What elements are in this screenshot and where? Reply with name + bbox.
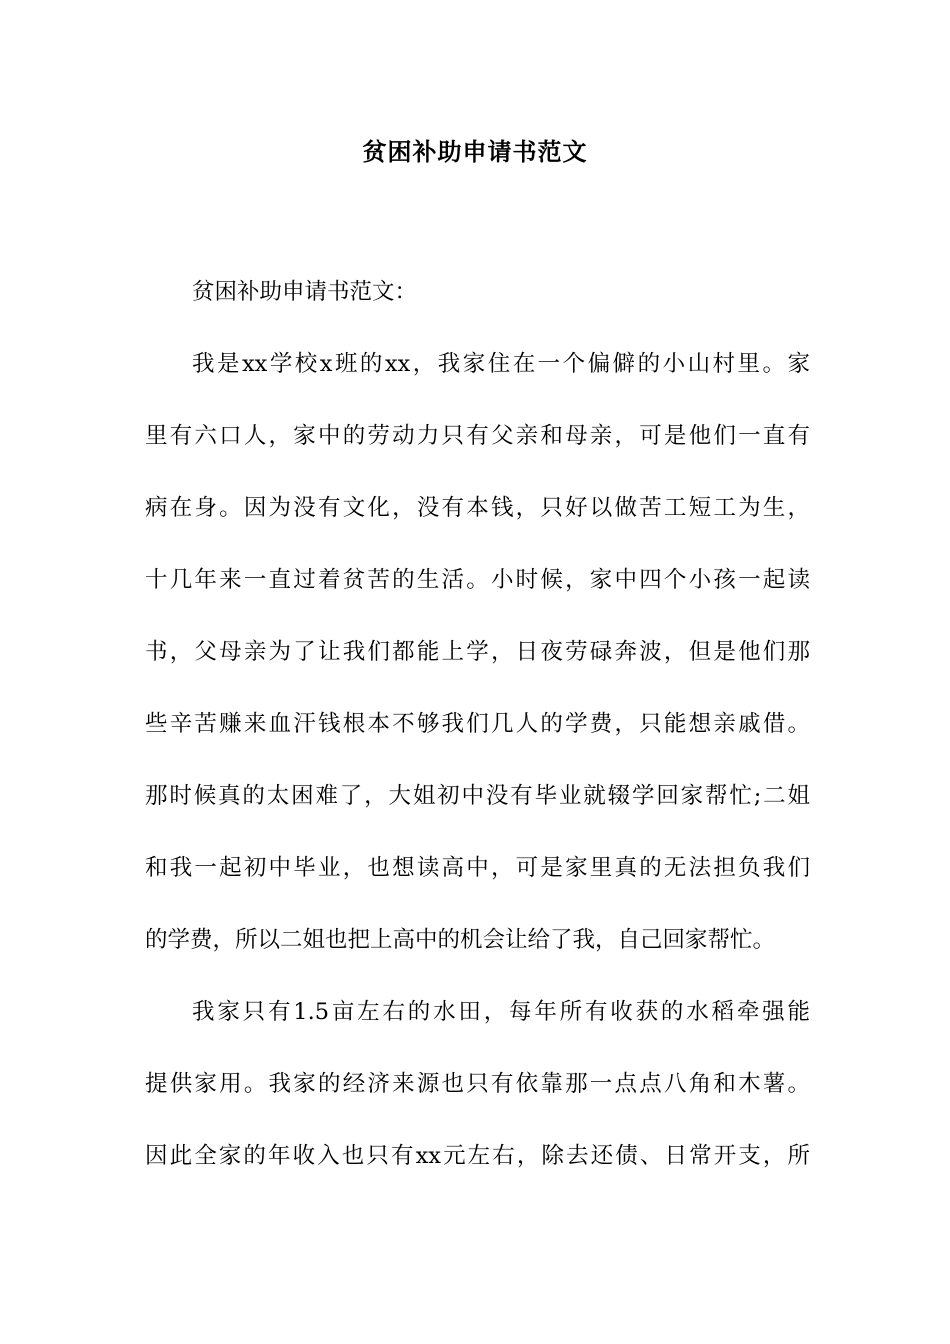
text-line: 十几年来一直过着贫苦的生活。小时候，家中四个小孩一起读 [145,567,810,593]
document-title: 贫困补助申请书范文 [362,138,588,166]
paragraph-family-background [145,328,810,976]
text-line: 我家只有1.5亩左右的水田，每年所有收获的水稻牵强能 [192,999,810,1025]
text-line: 因此全家的年收入也只有xx元左右，除去还债、日常开支，所 [145,1143,810,1169]
text-line: 里有六口人，家中的劳动力只有父亲和母亲，可是他们一直有 [145,423,810,449]
paragraph-family-income [145,976,810,1192]
text-line: 书，父母亲为了让我们都能上学，日夜劳碌奔波，但是他们那 [145,639,810,665]
text-line: 病在身。因为没有文化，没有本钱，只好以做苦工短工为生， [145,495,810,521]
text-line: 的学费，所以二姐也把上高中的机会让给了我，自己回家帮忙。 [145,927,776,953]
text-line: 提供家用。我家的经济来源也只有依靠那一点点八角和木薯。 [145,1071,810,1097]
document-body [145,256,810,1192]
text-line: 贫困补助申请书范文： [192,279,418,305]
paragraph-salutation [145,256,810,328]
text-line: 些辛苦赚来血汗钱根本不够我们几人的学费，只能想亲戚借。 [145,711,810,737]
text-line: 和我一起初中毕业，也想读高中，可是家里真的无法担负我们 [145,855,810,881]
text-line: 那时候真的太困难了，大姐初中没有毕业就辍学回家帮忙;二姐 [145,783,810,809]
text-line: 我是xx学校x班的xx，我家住在一个偏僻的小山村里。家 [192,351,810,377]
